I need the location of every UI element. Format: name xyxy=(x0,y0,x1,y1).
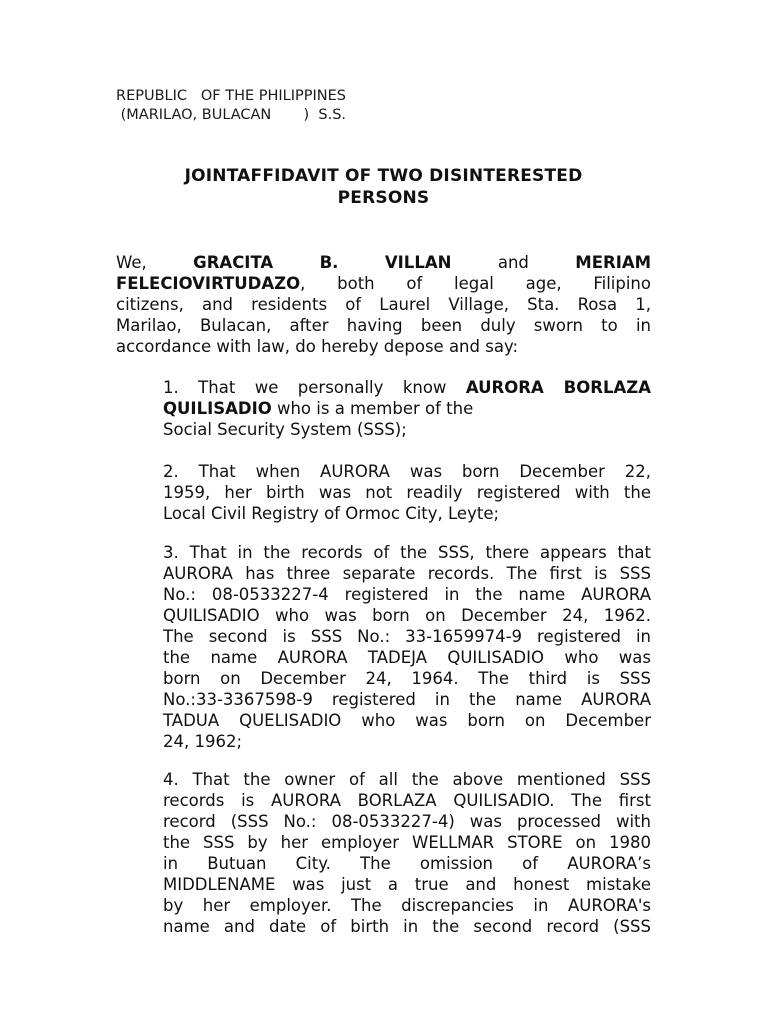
venue-header: (MARILAO, BULACAN ) S.S. xyxy=(116,107,347,123)
paragraph-line xyxy=(163,895,651,916)
paragraph-line xyxy=(163,647,651,668)
paragraph-line xyxy=(163,482,651,503)
paragraph-line xyxy=(163,377,651,398)
body-text: citizens, and residents of Laurel Village, Sta. Rosa 1, xyxy=(116,295,651,314)
intro-line xyxy=(116,336,651,357)
body-text: Local Civil Registry of Ormoc City, Leyte; xyxy=(163,504,500,523)
bold-name-text: AURORA BORLAZA xyxy=(465,378,651,397)
paragraph-line xyxy=(163,689,651,710)
body-text: the SSS by her employer WELLMAR STORE on 1980 xyxy=(163,833,651,852)
body-text: 24, 1962; xyxy=(163,732,243,751)
body-text: AURORA has three separate records. The first is SSS xyxy=(163,564,651,583)
body-text: Marilao, Bulacan, after having been duly sworn to in xyxy=(116,316,651,335)
paragraph-line xyxy=(163,503,651,524)
paragraph-line xyxy=(163,668,651,689)
paragraph-line xyxy=(163,542,651,563)
body-text: TADUA QUELISADIO who was born on December xyxy=(163,711,651,730)
body-text: 3. That in the records of the SSS, there appears that xyxy=(163,543,651,562)
body-text: Social Security System (SSS); xyxy=(163,420,407,439)
paragraph-line xyxy=(163,731,651,752)
body-text: 1. That we personally know xyxy=(163,378,466,397)
body-text: QUILISADIO who was born on December 24, 1962. xyxy=(163,606,651,625)
document-title-line-2: PERSONS xyxy=(337,188,430,208)
paragraph-line xyxy=(163,398,651,419)
body-text: born on December 24, 1964. The third is SSS xyxy=(163,669,651,688)
intro-line xyxy=(116,273,651,294)
document-title-line-1: JOINTAFFIDAVIT OF TWO DISINTERESTED xyxy=(184,166,583,186)
body-text: by her employer. The discrepancies in AURORA's xyxy=(163,896,651,915)
paragraph-line xyxy=(163,419,651,440)
paragraph-line xyxy=(163,461,651,482)
paragraph-line xyxy=(163,584,651,605)
body-text: and xyxy=(497,253,529,272)
body-text: No.: 08-0533227-4 registered in the name AURORA xyxy=(163,585,651,604)
bold-name-text: B. xyxy=(319,253,339,272)
republic-header: REPUBLIC OF THE PHILIPPINES xyxy=(116,88,346,104)
bold-name-text: FELECIOVIRTUDAZO xyxy=(116,274,301,293)
paragraph-line xyxy=(163,563,651,584)
paragraph-line xyxy=(163,790,651,811)
body-text: name and date of birth in the second record (SSS xyxy=(163,917,651,936)
paragraph-line xyxy=(163,605,651,626)
bold-name-text: MERIAM xyxy=(575,253,652,272)
paragraph-line xyxy=(163,874,651,895)
bold-name-text: VILLAN xyxy=(384,253,452,272)
intro-line xyxy=(116,252,651,273)
body-text: No.:33-3367598-9 registered in the name AURORA xyxy=(163,690,651,709)
body-text: We, xyxy=(116,253,147,272)
body-text: the name AURORA TADEJA QUILISADIO who was xyxy=(163,648,651,667)
body-text: records is AURORA BORLAZA QUILISADIO. The first xyxy=(163,791,651,810)
paragraph-line xyxy=(163,626,651,647)
body-text: in Butuan City. The omission of AURORA’s xyxy=(163,854,651,873)
body-text: accordance with law, do hereby depose and say: xyxy=(116,337,519,356)
body-text: MIDDLENAME was just a true and honest mistake xyxy=(163,875,651,894)
body-text: record (SSS No.: 08-0533227-4) was processed with xyxy=(163,812,651,831)
body-text: 4. That the owner of all the above mentioned SSS xyxy=(163,770,651,789)
paragraph-line xyxy=(163,832,651,853)
body-text: 1959, her birth was not readily registered with the xyxy=(163,483,651,502)
body-text: who is a member of the xyxy=(271,399,474,418)
paragraph-line xyxy=(163,853,651,874)
body-text: 2. That when AURORA was born December 22, xyxy=(163,462,651,481)
bold-name-text: QUILISADIO xyxy=(163,399,272,418)
body-text: , both of legal age, Filipino xyxy=(300,274,651,293)
paragraph-line xyxy=(163,769,651,790)
intro-line xyxy=(116,315,651,336)
paragraph-line xyxy=(163,710,651,731)
body-text: The second is SSS No.: 33-1659974-9 registered in xyxy=(163,627,651,646)
intro-line xyxy=(116,294,651,315)
paragraph-line xyxy=(163,916,651,937)
bold-name-text: GRACITA xyxy=(193,253,274,272)
paragraph-line xyxy=(163,811,651,832)
